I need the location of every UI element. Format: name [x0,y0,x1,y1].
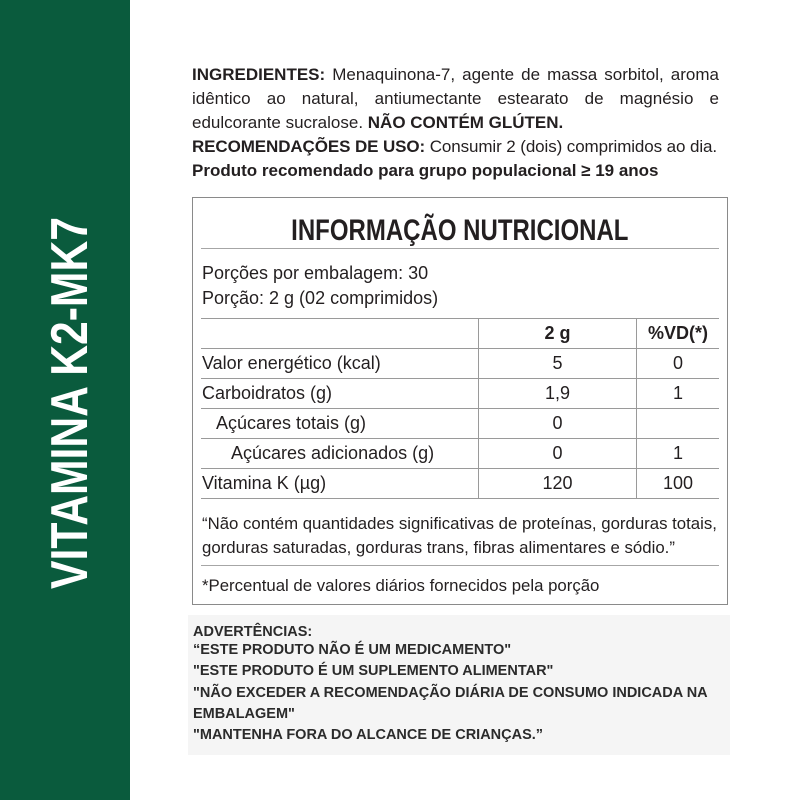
nutrition-table [201,318,719,499]
ingredients-paragraph [192,63,719,135]
nutrient-label: Açúcares totais (g) [216,413,367,433]
table-row [201,439,719,469]
nutrient-amount: 120 [478,469,636,498]
table-row [201,349,719,379]
ingredients-list: Menaquinona-7, agente de massa sorbitol, aroma idêntico ao natural, antiumectante estearato de magnésio e edulcorante sucralose. [192,65,719,132]
product-name: VITAMINA K2-MK7 [41,217,99,589]
table-row [201,409,719,439]
warnings [193,624,728,746]
servings-per-package: Porções por embalagem: 30 [202,263,429,283]
nutrition-facts-box [192,197,728,605]
usage-text: Consumir 2 (dois) comprimidos ao dia. [429,137,718,156]
not-significant-note: “Não contém quantidades significativas de proteínas, gorduras totais, gorduras saturadas, gorduras trans, fibras alimentares e sódio.” [202,514,717,557]
warning-item: "NÃO EXCEDER A RECOMENDAÇÃO DIÁRIA DE CONSUMO INDICADA NA EMBALAGEM" [193,684,708,722]
nutrient-label: Vitamina K (µg) [202,473,327,493]
footnote-divider [201,565,719,566]
nutrient-dv: 0 [636,349,719,378]
title-divider [201,248,719,249]
table-row [201,379,719,409]
warning-item: "ESTE PRODUTO É UM SUPLEMENTO ALIMENTAR" [193,663,554,680]
side-banner [0,0,130,800]
nutrient-amount: 5 [478,349,636,378]
target-group: Produto recomendado para grupo populacional ≥ 19 anos [192,161,659,180]
ingredients-label: INGREDIENTES: [192,65,326,84]
nutrition-title-text: INFORMAÇÃO NUTRICIONAL [291,214,629,247]
warning-item: “ESTE PRODUTO NÃO É UM MEDICAMENTO" [193,642,512,658]
nutrition-title [193,215,727,252]
dv-footnote: *Percentual de valores diários fornecidos pela porção [202,576,600,595]
label-text [192,63,719,183]
warnings-title: ADVERTÊNCIAS: [193,624,313,640]
nutrient-dv [636,409,719,438]
nutrient-header [201,319,478,348]
table-header-row [201,319,719,349]
table-row [201,469,719,499]
nutrient-label: Açúcares adicionados (g) [231,443,435,463]
nutrient-amount: 0 [478,409,636,438]
nutrient-label: Valor energético (kcal) [202,353,381,373]
nutrient-dv: 1 [636,379,719,408]
serving-size: Porção: 2 g (02 comprimidos) [202,288,439,308]
nutrient-dv: 1 [636,439,719,468]
nutrient-label: Carboidratos (g) [202,383,333,403]
nutrient-amount: 0 [478,439,636,468]
gluten-notice: NÃO CONTÉM GLÚTEN. [367,113,564,132]
usage-paragraph [192,135,719,159]
warning-item: "MANTENHA FORA DO ALCANCE DE CRIANÇAS.” [193,727,544,744]
nutrient-amount: 1,9 [478,379,636,408]
dv-header: %VD(*) [636,319,719,348]
nutrient-dv: 100 [636,469,719,498]
usage-label: RECOMENDAÇÕES DE USO: [192,137,426,156]
amount-header: 2 g [478,319,636,348]
